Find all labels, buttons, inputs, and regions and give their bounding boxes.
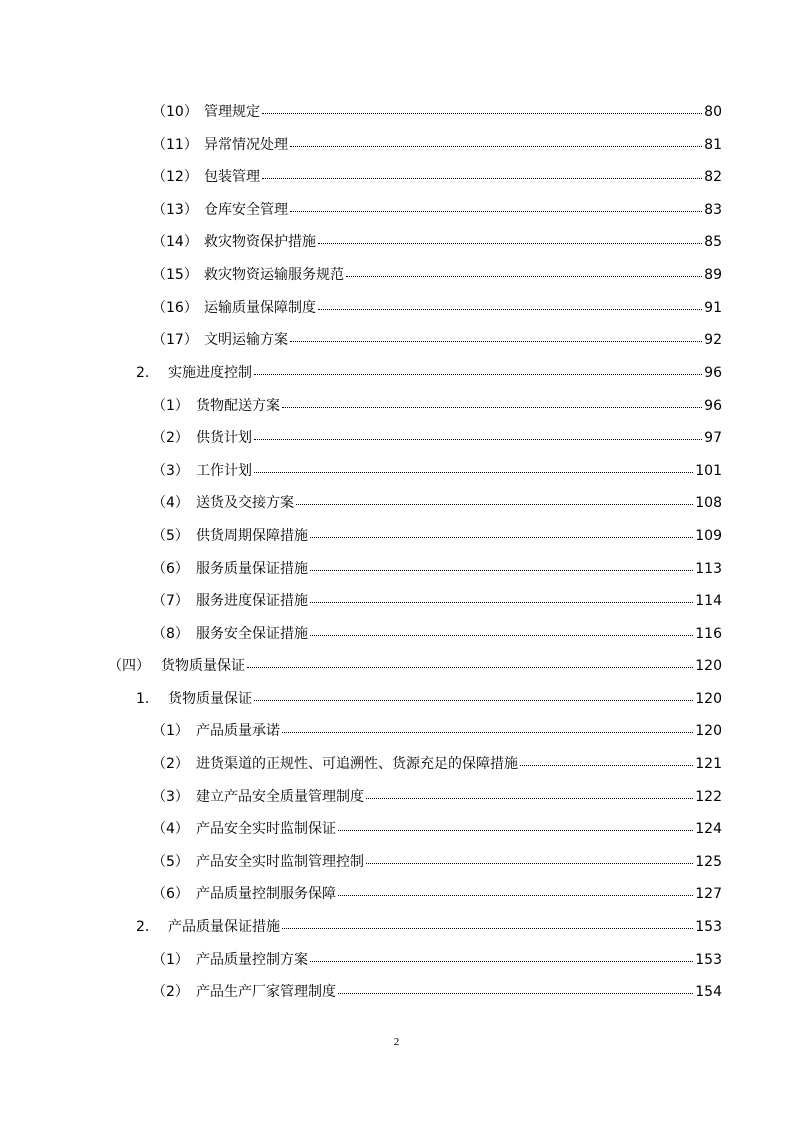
toc-entry-title: 产品质量保证措施 (168, 919, 280, 935)
toc-dot-leader (310, 537, 693, 538)
toc-entry-title: 产品质量控制服务保障 (196, 886, 336, 902)
toc-dot-leader (520, 765, 693, 766)
toc-entry-page: 120 (695, 691, 722, 707)
toc-entry-title: 产品安全实时监制管理控制 (196, 854, 364, 870)
toc-entry-page: 92 (704, 332, 722, 348)
toc-dot-leader (366, 863, 693, 864)
toc-entry[interactable] (152, 330, 722, 350)
toc-entry-title: 服务进度保证措施 (196, 593, 308, 609)
toc-entry[interactable] (152, 167, 722, 187)
toc-entry-number: （5） (152, 528, 189, 544)
toc-dot-leader (310, 635, 693, 636)
toc-entry-page: 109 (695, 528, 722, 544)
toc-entry-page: 120 (695, 658, 722, 674)
toc-entry-title: 送货及交接方案 (196, 495, 294, 511)
toc-entry[interactable] (152, 298, 722, 318)
toc-entry-page: 82 (704, 169, 722, 185)
toc-dot-leader (338, 895, 693, 896)
toc-entry-page: 96 (704, 398, 722, 414)
toc-entry-title: 包装管理 (204, 169, 260, 185)
toc-entry-number: 1. (136, 691, 150, 707)
toc-entry-page: 97 (704, 430, 722, 446)
toc-entry[interactable] (152, 982, 722, 1002)
toc-entry-page: 101 (695, 463, 722, 479)
toc-entry-number: （2） (152, 984, 189, 1000)
toc-entry-title: 异常情况处理 (204, 137, 288, 153)
toc-entry-title: 货物质量保证 (168, 691, 252, 707)
toc-entry[interactable] (152, 428, 722, 448)
toc-entry-number: （2） (152, 756, 189, 772)
toc-entry[interactable] (152, 950, 722, 970)
toc-dot-leader (290, 211, 702, 212)
toc-dot-leader (346, 276, 702, 277)
toc-entry-number: （3） (152, 789, 189, 805)
toc-entry-number: （7） (152, 593, 189, 609)
toc-entry-page: 121 (695, 756, 722, 772)
toc-entry-title: 管理规定 (204, 104, 260, 120)
toc-entry[interactable] (152, 135, 722, 155)
toc-entry-number: （4） (152, 821, 189, 837)
toc-dot-leader (318, 243, 702, 244)
page-number: 2 (393, 1036, 400, 1048)
toc-entry-number: （6） (152, 886, 189, 902)
toc-entry-title: 建立产品安全质量管理制度 (196, 789, 364, 805)
toc-dot-leader (338, 830, 693, 831)
toc-entry-page: 108 (695, 495, 722, 511)
toc-entry[interactable] (152, 396, 722, 416)
toc-entry-title: 产品安全实时监制保证 (196, 821, 336, 837)
toc-dot-leader (262, 113, 702, 114)
toc-entry[interactable] (136, 917, 722, 937)
toc-entry[interactable] (152, 265, 722, 285)
toc-dot-leader (262, 178, 702, 179)
toc-dot-leader (247, 667, 693, 668)
toc-entry[interactable] (152, 200, 722, 220)
toc-entry[interactable] (152, 526, 722, 546)
toc-entry-title: 供货周期保障措施 (196, 528, 308, 544)
toc-entry[interactable] (136, 689, 722, 709)
toc-entry-title: 服务安全保证措施 (196, 626, 308, 642)
toc-entry-number: （4） (152, 495, 189, 511)
toc-dot-leader (254, 700, 693, 701)
toc-entry-page: 153 (695, 919, 722, 935)
toc-entry[interactable] (152, 624, 722, 644)
toc-entry-number: （17） (152, 332, 198, 348)
toc-dot-leader (318, 309, 702, 310)
toc-entry-page: 122 (695, 789, 722, 805)
toc-entry-title: 产品质量控制方案 (196, 952, 308, 968)
toc-entry[interactable] (152, 787, 722, 807)
toc-entry-title: 救灾物资保护措施 (204, 234, 316, 250)
toc-entry-page: 124 (695, 821, 722, 837)
toc-entry-number: （1） (152, 723, 189, 739)
toc-entry-title: 产品质量承诺 (196, 723, 280, 739)
toc-dot-leader (282, 732, 693, 733)
toc-entry-number: （8） (152, 626, 189, 642)
toc-entry-number: （1） (152, 398, 189, 414)
toc-entry-page: 127 (695, 886, 722, 902)
toc-entry-page: 114 (695, 593, 722, 609)
toc-entry-title: 文明运输方案 (204, 332, 288, 348)
toc-entry-number: （10） (152, 104, 198, 120)
toc-entry-number: （12） (152, 169, 198, 185)
toc-entry-number: （15） (152, 267, 198, 283)
toc-entry[interactable] (108, 656, 722, 676)
toc-entry[interactable] (152, 884, 722, 904)
toc-entry[interactable] (136, 363, 722, 383)
toc-entry-number: （13） (152, 202, 198, 218)
toc-entry-page: 83 (704, 202, 722, 218)
toc-entry[interactable] (152, 591, 722, 611)
toc-dot-leader (290, 146, 702, 147)
toc-entry-title: 救灾物资运输服务规范 (204, 267, 344, 283)
toc-entry-number: （6） (152, 561, 189, 577)
toc-entry-page: 85 (704, 234, 722, 250)
toc-entry-page: 96 (704, 365, 722, 381)
toc-entry-page: 154 (695, 984, 722, 1000)
toc-dot-leader (282, 928, 693, 929)
toc-dot-leader (338, 993, 693, 994)
toc-entry-page: 113 (695, 561, 722, 577)
toc-entry-number: （5） (152, 854, 189, 870)
toc-dot-leader (310, 602, 693, 603)
toc-entry-number: （2） (152, 430, 189, 446)
toc-entry-number: （16） (152, 300, 198, 316)
toc-entry-number: （3） (152, 463, 189, 479)
toc-dot-leader (366, 798, 693, 799)
toc-dot-leader (296, 504, 693, 505)
toc-entry-title: 实施进度控制 (168, 365, 252, 381)
toc-entry-number: （1） (152, 952, 189, 968)
toc-entry-title: 仓库安全管理 (204, 202, 288, 218)
toc-entry[interactable] (152, 852, 722, 872)
toc-entry-page: 120 (695, 723, 722, 739)
toc-entry-page: 91 (704, 300, 722, 316)
toc-entry[interactable] (152, 461, 722, 481)
toc-entry-number: （四） (108, 658, 150, 674)
toc-dot-leader (282, 407, 702, 408)
toc-dot-leader (254, 374, 702, 375)
toc-entry-number: 2. (136, 919, 150, 935)
toc-entry-number: 2. (136, 365, 150, 381)
toc-entry-title: 工作计划 (196, 463, 252, 479)
toc-dot-leader (290, 341, 702, 342)
toc-dot-leader (254, 472, 693, 473)
toc-entry-title: 货物质量保证 (161, 658, 245, 674)
toc-entry-page: 81 (704, 137, 722, 153)
toc-entry-page: 125 (695, 854, 722, 870)
toc-entry-page: 80 (704, 104, 722, 120)
toc-entry[interactable] (152, 102, 722, 122)
toc-entry-title: 服务质量保证措施 (196, 561, 308, 577)
toc-entry-page: 153 (695, 952, 722, 968)
toc-dot-leader (254, 439, 702, 440)
toc-entry-title: 运输质量保障制度 (204, 300, 316, 316)
toc-entry-title: 供货计划 (196, 430, 252, 446)
toc-entry[interactable] (152, 721, 722, 741)
toc-entry[interactable] (152, 754, 722, 774)
toc-entry-page: 116 (695, 626, 722, 642)
toc-entry[interactable] (152, 232, 722, 252)
toc-entry[interactable] (152, 819, 722, 839)
toc-entry[interactable] (152, 493, 722, 513)
toc-entry-number: （14） (152, 234, 198, 250)
toc-dot-leader (310, 570, 693, 571)
toc-entry-title: 产品生产厂家管理制度 (196, 984, 336, 1000)
toc-entry-title: 进货渠道的正规性、可追溯性、货源充足的保障措施 (196, 756, 518, 772)
toc-entry-page: 89 (704, 267, 722, 283)
toc-dot-leader (310, 961, 693, 962)
toc-entry-title: 货物配送方案 (196, 398, 280, 414)
toc-entry[interactable] (152, 559, 722, 579)
toc-entry-number: （11） (152, 137, 198, 153)
